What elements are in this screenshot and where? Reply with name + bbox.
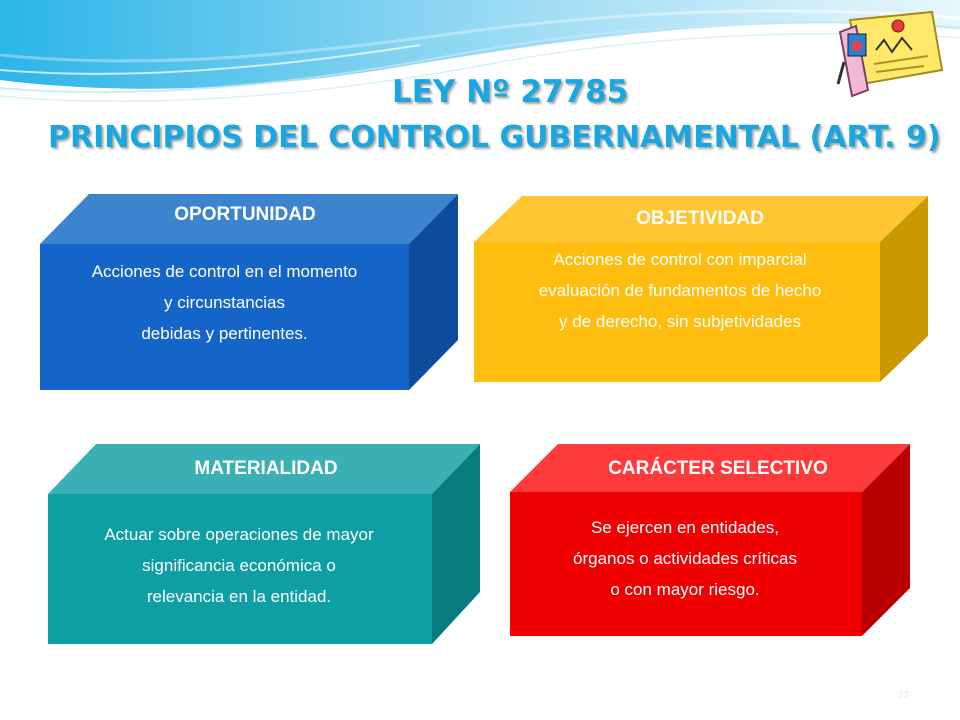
card-heading: OPORTUNIDAD xyxy=(174,204,316,225)
principle-card-caracter-selectivo xyxy=(508,442,912,638)
principle-card-oportunidad xyxy=(40,194,460,390)
slide-title-principles: PRINCIPIOS DEL CONTROL GUBERNAMENTAL (ART. 9) xyxy=(48,120,941,155)
card-line: Se ejercen en entidades, xyxy=(590,518,780,537)
card-line: debidas y pertinentes. xyxy=(141,324,308,343)
slide-title-law: LEY Nº 27785 xyxy=(392,74,629,110)
card-line: Acciones de control en el momento xyxy=(91,262,358,281)
card-heading: CARÁCTER SELECTIVO xyxy=(608,458,828,479)
card-line: evaluación de fundamentos de hecho xyxy=(538,281,822,300)
card-line: significancia económica o xyxy=(142,556,336,575)
principle-card-materialidad xyxy=(46,442,482,646)
principle-card-objetividad xyxy=(470,194,930,384)
card-description xyxy=(508,512,862,605)
card-heading: OBJETIVIDAD xyxy=(636,208,764,229)
card-line: órganos o actividades críticas xyxy=(573,549,797,568)
card-line: y circunstancias xyxy=(164,293,285,312)
card-description xyxy=(470,244,890,337)
card-line: relevancia en la entidad. xyxy=(146,587,332,606)
card-line: y de derecho, sin subjetividades xyxy=(559,312,801,331)
page-number: 22 xyxy=(898,690,910,701)
card-line: Acciones de control con imparcial xyxy=(553,250,807,269)
card-description xyxy=(40,256,409,349)
card-line: o con mayor riesgo. xyxy=(610,580,760,599)
scroll-clipart-icon xyxy=(838,12,942,96)
card-heading: MATERIALIDAD xyxy=(194,458,338,479)
card-line: Actuar sobre operaciones de mayor xyxy=(104,525,374,544)
card-description xyxy=(46,519,432,612)
